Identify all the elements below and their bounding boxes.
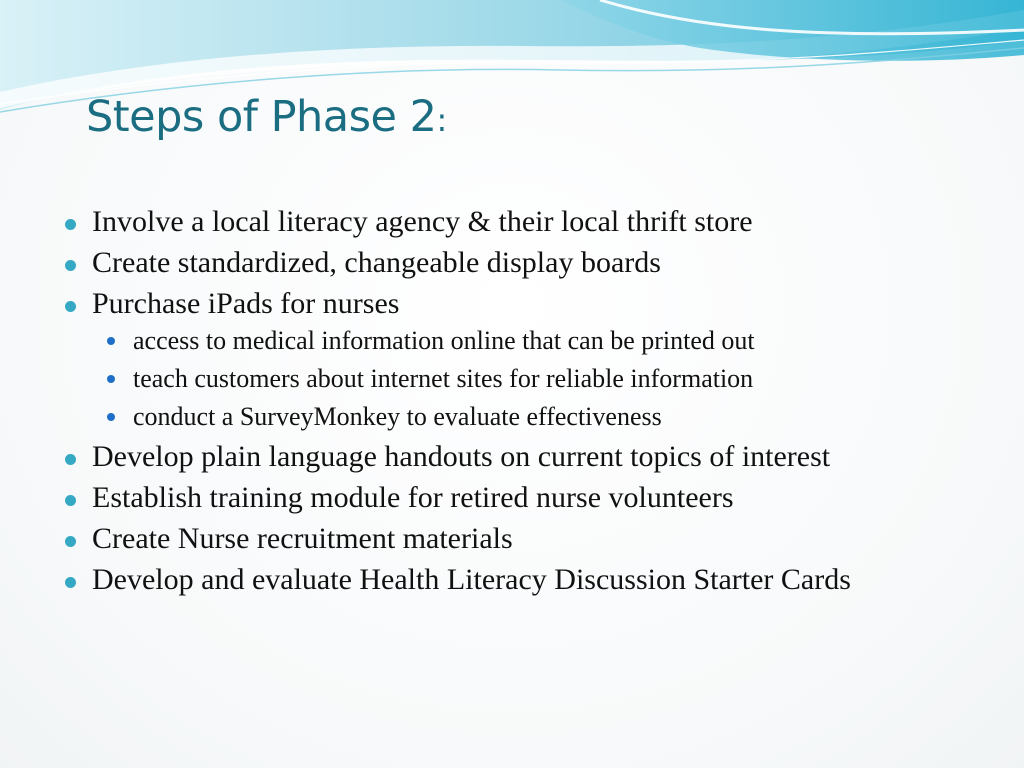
slide-title-colon: : [436,101,447,139]
bullet-item-with-subitems [62,288,962,432]
bullet-item: Create standardized, changeable display boards [62,247,962,279]
bullet-item-label: Purchase iPads for nurses [92,287,400,320]
sub-bullet-list [92,326,962,432]
bullet-item: Create Nurse recruitment materials [62,523,962,555]
bullet-list [62,206,962,596]
sub-bullet-item: conduct a SurveyMonkey to evaluate effectiveness [92,402,962,432]
bullet-item: Establish training module for retired nurse volunteers [62,482,962,514]
slide-title-text: Steps of Phase 2 [86,92,437,142]
slide-title [86,92,447,142]
sub-bullet-item: access to medical information online that can be printed out [92,326,962,356]
sub-bullet-item: teach customers about internet sites for reliable information [92,364,962,394]
bullet-item: Involve a local literacy agency & their local thrift store [62,206,962,238]
bullet-item: Develop and evaluate Health Literacy Discussion Starter Cards [62,564,962,596]
bullet-list-container [62,206,962,605]
bullet-item: Develop plain language handouts on current topics of interest [62,441,962,473]
